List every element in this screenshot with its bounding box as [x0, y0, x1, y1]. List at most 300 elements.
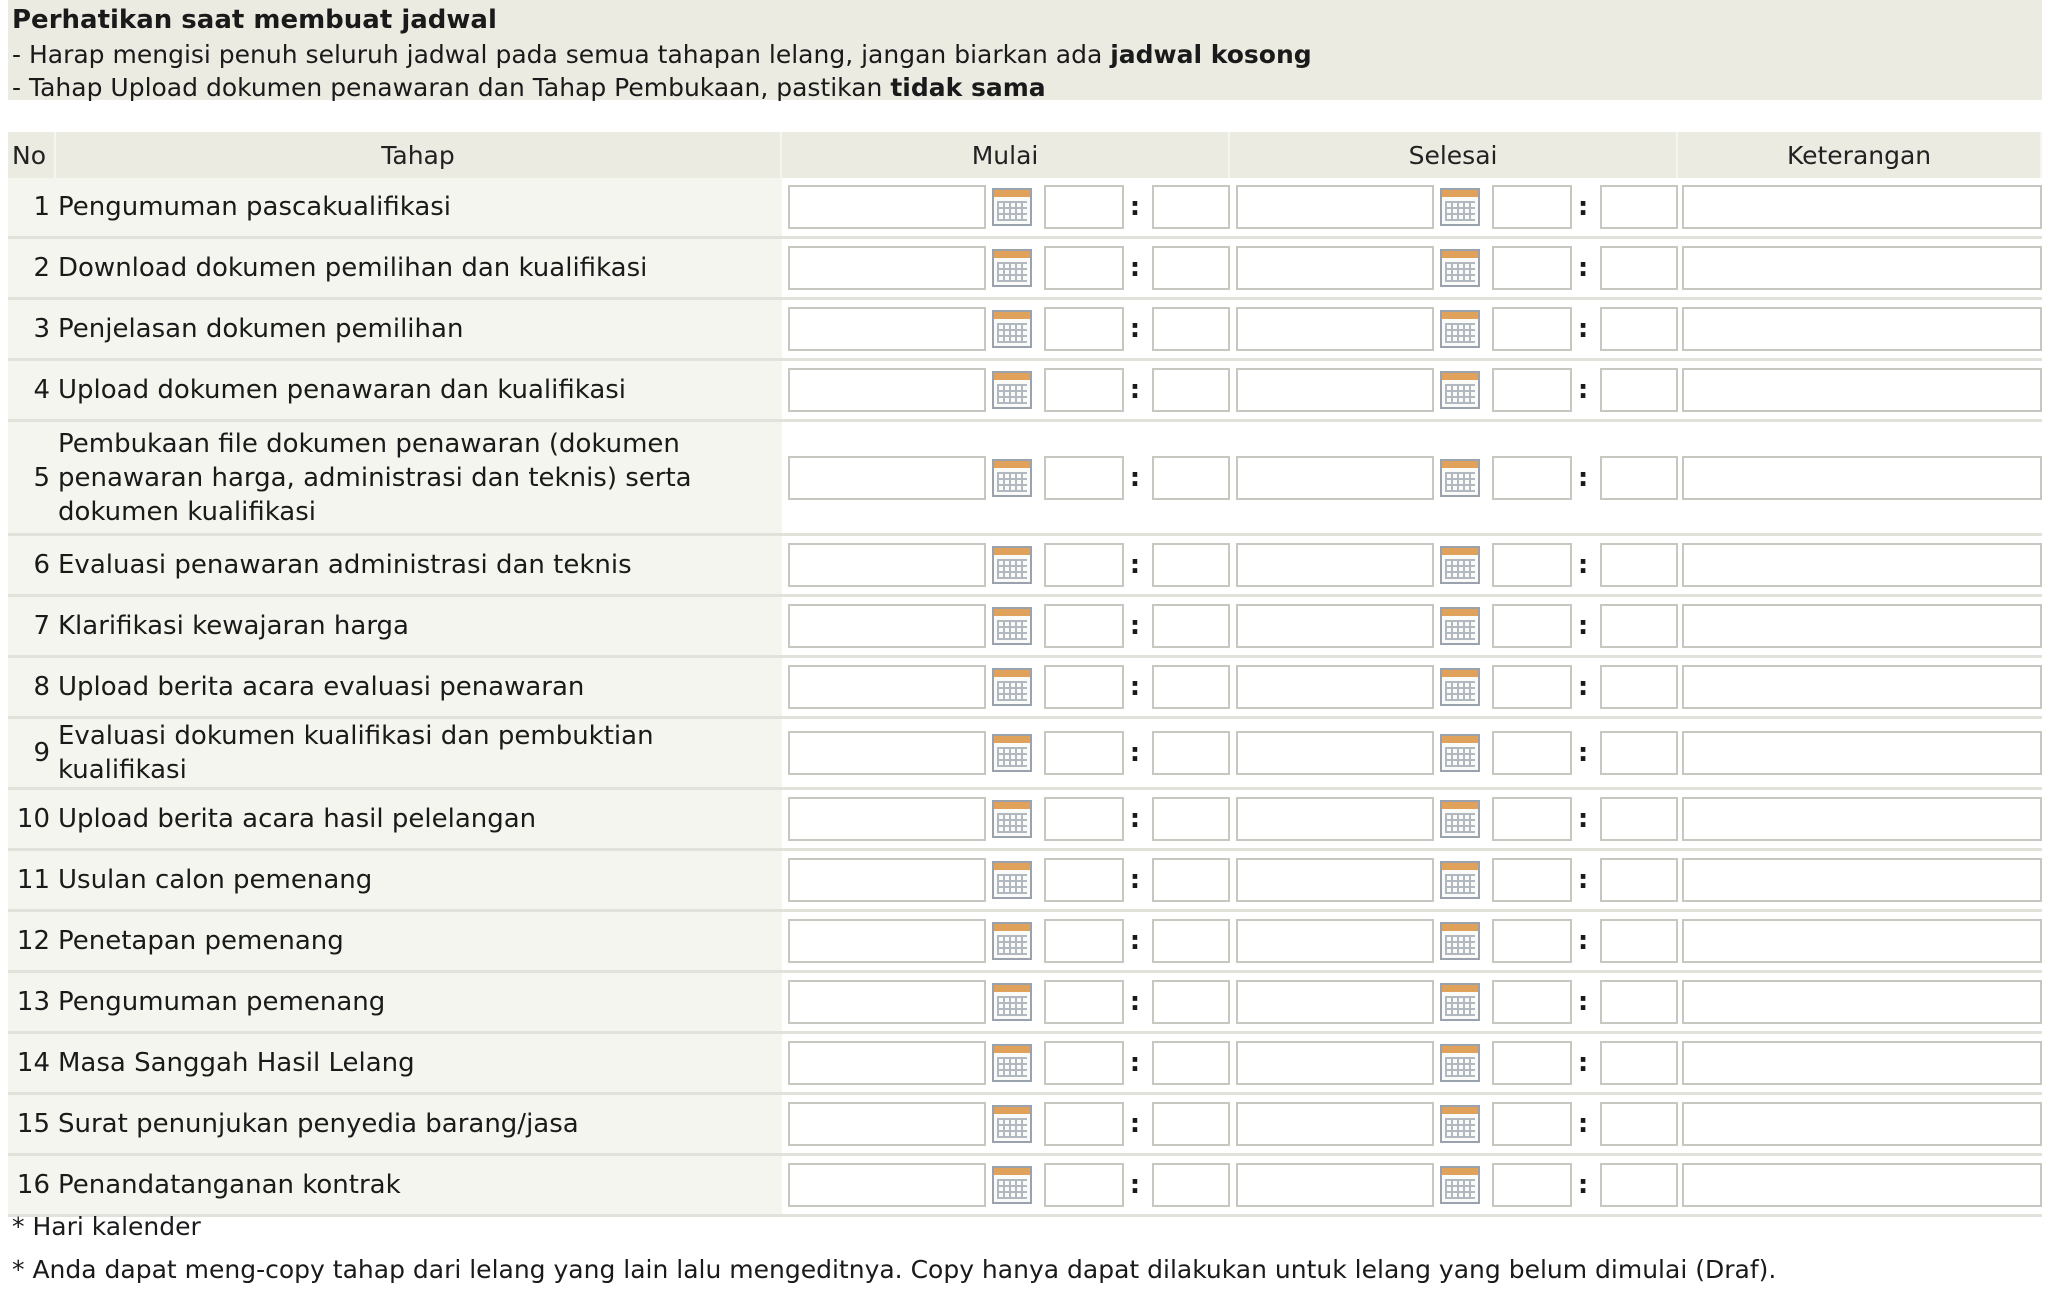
keterangan-input[interactable]	[1682, 731, 2042, 775]
mulai-date-input[interactable]	[788, 919, 986, 963]
calendar-icon[interactable]	[1440, 310, 1480, 348]
selesai-minute-input[interactable]	[1600, 543, 1678, 587]
selesai-date-cell	[1230, 422, 1434, 536]
calendar-icon[interactable]	[1440, 922, 1480, 960]
mulai-hour-input[interactable]	[1044, 1041, 1124, 1085]
selesai-hour-input[interactable]	[1492, 665, 1572, 709]
mulai-minute-input[interactable]	[1152, 1163, 1230, 1207]
selesai-hour-cell	[1486, 1156, 1572, 1217]
mulai-hour-input[interactable]	[1044, 456, 1124, 500]
keterangan-cell	[1678, 719, 2042, 790]
row-tahap: Penjelasan dokumen pemilihan	[56, 300, 782, 361]
calendar-icon[interactable]	[1440, 607, 1480, 645]
selesai-date-input[interactable]	[1236, 1163, 1434, 1207]
selesai-date-input[interactable]	[1236, 604, 1434, 648]
mulai-minute-input[interactable]	[1152, 858, 1230, 902]
mulai-date-cell	[782, 790, 986, 851]
calendar-icon[interactable]	[1440, 861, 1480, 899]
selesai-hour-input[interactable]	[1492, 1163, 1572, 1207]
selesai-calendar-cell	[1434, 422, 1486, 536]
calendar-icon[interactable]	[992, 310, 1032, 348]
selesai-hour-input[interactable]	[1492, 543, 1572, 587]
mulai-date-cell	[782, 912, 986, 973]
table-header-row	[8, 132, 2042, 178]
calendar-icon[interactable]	[992, 1166, 1032, 1204]
selesai-calendar-cell	[1434, 178, 1486, 239]
table-row	[8, 1095, 2042, 1156]
selesai-minute-input[interactable]	[1600, 858, 1678, 902]
selesai-date-cell	[1230, 973, 1434, 1034]
mulai-calendar-cell	[986, 973, 1038, 1034]
row-number: 2	[8, 239, 56, 300]
mulai-hour-cell	[1038, 973, 1124, 1034]
row-tahap: Download dokumen pemilihan dan kualifikasi	[56, 239, 782, 300]
selesai-date-input[interactable]	[1236, 1041, 1434, 1085]
selesai-time-separator: :	[1572, 597, 1594, 658]
selesai-time-separator: :	[1572, 719, 1594, 790]
table-row	[8, 912, 2042, 973]
selesai-hour-cell	[1486, 1095, 1572, 1156]
mulai-hour-cell	[1038, 361, 1124, 422]
selesai-date-input[interactable]	[1236, 665, 1434, 709]
selesai-calendar-cell	[1434, 1034, 1486, 1095]
selesai-date-input[interactable]	[1236, 543, 1434, 587]
row-number: 6	[8, 536, 56, 597]
selesai-hour-cell	[1486, 361, 1572, 422]
mulai-minute-input[interactable]	[1152, 185, 1230, 229]
calendar-icon[interactable]	[1440, 1044, 1480, 1082]
selesai-minute-cell	[1594, 658, 1678, 719]
mulai-date-input[interactable]	[788, 368, 986, 412]
mulai-date-cell	[782, 1095, 986, 1156]
mulai-hour-input[interactable]	[1044, 858, 1124, 902]
mulai-minute-cell	[1146, 790, 1230, 851]
row-number: 5	[8, 422, 56, 536]
table-row	[8, 300, 2042, 361]
selesai-minute-input[interactable]	[1600, 731, 1678, 775]
header-keterangan: Keterangan	[1678, 132, 2042, 178]
selesai-hour-input[interactable]	[1492, 368, 1572, 412]
table-row	[8, 597, 2042, 658]
keterangan-input[interactable]	[1682, 185, 2042, 229]
selesai-minute-input[interactable]	[1600, 980, 1678, 1024]
keterangan-cell	[1678, 1034, 2042, 1095]
mulai-minute-input[interactable]	[1152, 1041, 1230, 1085]
keterangan-input[interactable]	[1682, 797, 2042, 841]
selesai-date-cell	[1230, 300, 1434, 361]
keterangan-input[interactable]	[1682, 368, 2042, 412]
calendar-icon[interactable]	[992, 188, 1032, 226]
selesai-minute-input[interactable]	[1600, 797, 1678, 841]
mulai-minute-cell	[1146, 1156, 1230, 1217]
mulai-date-input[interactable]	[788, 604, 986, 648]
table-row	[8, 239, 2042, 300]
calendar-icon[interactable]	[1440, 668, 1480, 706]
selesai-hour-input[interactable]	[1492, 456, 1572, 500]
mulai-hour-cell	[1038, 912, 1124, 973]
mulai-date-input[interactable]	[788, 246, 986, 290]
calendar-icon[interactable]	[992, 800, 1032, 838]
table-row	[8, 536, 2042, 597]
row-number: 11	[8, 851, 56, 912]
mulai-minute-cell	[1146, 239, 1230, 300]
selesai-hour-input[interactable]	[1492, 731, 1572, 775]
keterangan-input[interactable]	[1682, 858, 2042, 902]
mulai-date-input[interactable]	[788, 185, 986, 229]
calendar-icon[interactable]	[992, 546, 1032, 584]
selesai-hour-cell	[1486, 719, 1572, 790]
schedule-table	[8, 132, 2042, 1217]
mulai-hour-cell	[1038, 658, 1124, 719]
mulai-time-separator: :	[1124, 536, 1146, 597]
selesai-date-input[interactable]	[1236, 1102, 1434, 1146]
selesai-minute-input[interactable]	[1600, 1102, 1678, 1146]
calendar-icon[interactable]	[992, 922, 1032, 960]
mulai-date-input[interactable]	[788, 665, 986, 709]
selesai-calendar-cell	[1434, 239, 1486, 300]
row-tahap: Pembukaan file dokumen penawaran (dokumen penawaran harga, administrasi dan teknis) serta dokumen kualifikasi	[56, 422, 782, 536]
mulai-minute-cell	[1146, 851, 1230, 912]
calendar-icon[interactable]	[1440, 983, 1480, 1021]
mulai-date-input[interactable]	[788, 456, 986, 500]
selesai-calendar-cell	[1434, 300, 1486, 361]
keterangan-input[interactable]	[1682, 1102, 2042, 1146]
calendar-icon[interactable]	[992, 371, 1032, 409]
selesai-calendar-cell	[1434, 658, 1486, 719]
selesai-minute-cell	[1594, 178, 1678, 239]
selesai-hour-input[interactable]	[1492, 604, 1572, 648]
mulai-calendar-cell	[986, 178, 1038, 239]
selesai-date-input[interactable]	[1236, 185, 1434, 229]
mulai-date-cell	[782, 973, 986, 1034]
mulai-hour-input[interactable]	[1044, 368, 1124, 412]
mulai-date-cell	[782, 851, 986, 912]
mulai-time-separator: :	[1124, 1156, 1146, 1217]
mulai-minute-input[interactable]	[1152, 1102, 1230, 1146]
mulai-minute-cell	[1146, 912, 1230, 973]
calendar-icon[interactable]	[1440, 734, 1480, 772]
mulai-date-cell	[782, 536, 986, 597]
selesai-hour-input[interactable]	[1492, 980, 1572, 1024]
keterangan-input[interactable]	[1682, 307, 2042, 351]
selesai-date-cell	[1230, 851, 1434, 912]
mulai-calendar-cell	[986, 658, 1038, 719]
row-tahap: Masa Sanggah Hasil Lelang	[56, 1034, 782, 1095]
mulai-minute-input[interactable]	[1152, 456, 1230, 500]
mulai-time-separator: :	[1124, 973, 1146, 1034]
mulai-date-input[interactable]	[788, 1102, 986, 1146]
table-row	[8, 973, 2042, 1034]
keterangan-input[interactable]	[1682, 246, 2042, 290]
mulai-date-cell	[782, 361, 986, 422]
keterangan-input[interactable]	[1682, 980, 2042, 1024]
row-number: 9	[8, 719, 56, 790]
selesai-minute-cell	[1594, 597, 1678, 658]
row-number: 10	[8, 790, 56, 851]
calendar-icon[interactable]	[992, 607, 1032, 645]
selesai-minute-input[interactable]	[1600, 185, 1678, 229]
row-tahap: Penetapan pemenang	[56, 912, 782, 973]
mulai-hour-input[interactable]	[1044, 543, 1124, 587]
mulai-minute-cell	[1146, 719, 1230, 790]
calendar-icon[interactable]	[1440, 459, 1480, 497]
calendar-icon[interactable]	[992, 1044, 1032, 1082]
row-number: 14	[8, 1034, 56, 1095]
mulai-time-separator: :	[1124, 790, 1146, 851]
mulai-date-input[interactable]	[788, 980, 986, 1024]
selesai-calendar-cell	[1434, 973, 1486, 1034]
mulai-hour-input[interactable]	[1044, 980, 1124, 1024]
calendar-icon[interactable]	[1440, 371, 1480, 409]
table-row	[8, 658, 2042, 719]
selesai-time-separator: :	[1572, 422, 1594, 536]
keterangan-input[interactable]	[1682, 665, 2042, 709]
mulai-time-separator: :	[1124, 1095, 1146, 1156]
mulai-calendar-cell	[986, 597, 1038, 658]
mulai-date-input[interactable]	[788, 1163, 986, 1207]
mulai-minute-input[interactable]	[1152, 307, 1230, 351]
calendar-icon[interactable]	[992, 249, 1032, 287]
selesai-hour-input[interactable]	[1492, 858, 1572, 902]
selesai-hour-input[interactable]	[1492, 1102, 1572, 1146]
keterangan-cell	[1678, 851, 2042, 912]
keterangan-input[interactable]	[1682, 456, 2042, 500]
mulai-hour-input[interactable]	[1044, 604, 1124, 648]
keterangan-input[interactable]	[1682, 604, 2042, 648]
mulai-hour-input[interactable]	[1044, 919, 1124, 963]
mulai-minute-input[interactable]	[1152, 368, 1230, 412]
mulai-minute-cell	[1146, 300, 1230, 361]
mulai-hour-cell	[1038, 300, 1124, 361]
selesai-hour-input[interactable]	[1492, 919, 1572, 963]
selesai-calendar-cell	[1434, 1156, 1486, 1217]
mulai-date-input[interactable]	[788, 543, 986, 587]
selesai-date-input[interactable]	[1236, 456, 1434, 500]
keterangan-cell	[1678, 973, 2042, 1034]
table-row	[8, 361, 2042, 422]
selesai-hour-cell	[1486, 178, 1572, 239]
selesai-date-input[interactable]	[1236, 797, 1434, 841]
row-tahap: Upload berita acara evaluasi penawaran	[56, 658, 782, 719]
mulai-hour-input[interactable]	[1044, 1163, 1124, 1207]
mulai-date-cell	[782, 1156, 986, 1217]
mulai-calendar-cell	[986, 719, 1038, 790]
mulai-calendar-cell	[986, 422, 1038, 536]
header-tahap: Tahap	[56, 132, 782, 178]
selesai-hour-input[interactable]	[1492, 307, 1572, 351]
mulai-hour-cell	[1038, 851, 1124, 912]
mulai-hour-input[interactable]	[1044, 307, 1124, 351]
selesai-date-input[interactable]	[1236, 858, 1434, 902]
mulai-hour-cell	[1038, 239, 1124, 300]
selesai-calendar-cell	[1434, 597, 1486, 658]
mulai-calendar-cell	[986, 239, 1038, 300]
mulai-calendar-cell	[986, 1095, 1038, 1156]
selesai-minute-input[interactable]	[1600, 919, 1678, 963]
selesai-minute-cell	[1594, 790, 1678, 851]
keterangan-input[interactable]	[1682, 919, 2042, 963]
mulai-time-separator: :	[1124, 851, 1146, 912]
selesai-calendar-cell	[1434, 361, 1486, 422]
selesai-date-input[interactable]	[1236, 368, 1434, 412]
mulai-calendar-cell	[986, 912, 1038, 973]
header-no: No	[8, 132, 56, 178]
header-selesai: Selesai	[1230, 132, 1678, 178]
mulai-time-separator: :	[1124, 719, 1146, 790]
mulai-time-separator: :	[1124, 658, 1146, 719]
mulai-minute-input[interactable]	[1152, 543, 1230, 587]
footer-note-calendar: * Hari kalender	[12, 1212, 201, 1241]
selesai-time-separator: :	[1572, 239, 1594, 300]
selesai-minute-input[interactable]	[1600, 1041, 1678, 1085]
selesai-hour-cell	[1486, 536, 1572, 597]
row-number: 4	[8, 361, 56, 422]
calendar-icon[interactable]	[1440, 800, 1480, 838]
keterangan-cell	[1678, 1095, 2042, 1156]
selesai-time-separator: :	[1572, 536, 1594, 597]
notice-line-1	[12, 38, 2038, 71]
selesai-date-input[interactable]	[1236, 307, 1434, 351]
selesai-minute-cell	[1594, 1034, 1678, 1095]
calendar-icon[interactable]	[992, 459, 1032, 497]
selesai-time-separator: :	[1572, 1095, 1594, 1156]
keterangan-cell	[1678, 300, 2042, 361]
keterangan-cell	[1678, 361, 2042, 422]
mulai-date-input[interactable]	[788, 731, 986, 775]
mulai-time-separator: :	[1124, 912, 1146, 973]
mulai-minute-input[interactable]	[1152, 731, 1230, 775]
selesai-date-input[interactable]	[1236, 246, 1434, 290]
mulai-date-input[interactable]	[788, 307, 986, 351]
selesai-hour-cell	[1486, 790, 1572, 851]
table-row	[8, 422, 2042, 536]
selesai-date-input[interactable]	[1236, 980, 1434, 1024]
selesai-hour-cell	[1486, 422, 1572, 536]
mulai-minute-input[interactable]	[1152, 604, 1230, 648]
table-row	[8, 790, 2042, 851]
row-number: 7	[8, 597, 56, 658]
mulai-minute-input[interactable]	[1152, 980, 1230, 1024]
row-number: 12	[8, 912, 56, 973]
mulai-hour-input[interactable]	[1044, 797, 1124, 841]
mulai-date-input[interactable]	[788, 797, 986, 841]
row-number: 1	[8, 178, 56, 239]
selesai-minute-input[interactable]	[1600, 604, 1678, 648]
selesai-minute-cell	[1594, 239, 1678, 300]
selesai-minute-input[interactable]	[1600, 1163, 1678, 1207]
selesai-minute-cell	[1594, 973, 1678, 1034]
keterangan-input[interactable]	[1682, 1163, 2042, 1207]
selesai-hour-input[interactable]	[1492, 185, 1572, 229]
mulai-time-separator: :	[1124, 422, 1146, 536]
mulai-hour-input[interactable]	[1044, 246, 1124, 290]
selesai-minute-cell	[1594, 719, 1678, 790]
mulai-minute-input[interactable]	[1152, 665, 1230, 709]
keterangan-cell	[1678, 597, 2042, 658]
mulai-time-separator: :	[1124, 1034, 1146, 1095]
selesai-minute-cell	[1594, 1156, 1678, 1217]
mulai-calendar-cell	[986, 1156, 1038, 1217]
keterangan-input[interactable]	[1682, 543, 2042, 587]
calendar-icon[interactable]	[992, 668, 1032, 706]
selesai-date-input[interactable]	[1236, 731, 1434, 775]
selesai-hour-cell	[1486, 851, 1572, 912]
selesai-minute-cell	[1594, 1095, 1678, 1156]
selesai-minute-input[interactable]	[1600, 246, 1678, 290]
calendar-icon[interactable]	[1440, 1166, 1480, 1204]
calendar-icon[interactable]	[1440, 249, 1480, 287]
selesai-hour-cell	[1486, 597, 1572, 658]
selesai-hour-input[interactable]	[1492, 1041, 1572, 1085]
selesai-minute-input[interactable]	[1600, 368, 1678, 412]
calendar-icon[interactable]	[992, 734, 1032, 772]
mulai-hour-input[interactable]	[1044, 665, 1124, 709]
row-tahap: Penandatanganan kontrak	[56, 1156, 782, 1217]
selesai-minute-input[interactable]	[1600, 307, 1678, 351]
mulai-calendar-cell	[986, 361, 1038, 422]
mulai-time-separator: :	[1124, 239, 1146, 300]
selesai-calendar-cell	[1434, 912, 1486, 973]
selesai-hour-input[interactable]	[1492, 797, 1572, 841]
mulai-time-separator: :	[1124, 300, 1146, 361]
selesai-time-separator: :	[1572, 790, 1594, 851]
calendar-icon[interactable]	[1440, 1105, 1480, 1143]
row-number: 8	[8, 658, 56, 719]
calendar-icon[interactable]	[1440, 188, 1480, 226]
selesai-time-separator: :	[1572, 851, 1594, 912]
mulai-hour-input[interactable]	[1044, 731, 1124, 775]
table-row	[8, 1034, 2042, 1095]
selesai-hour-cell	[1486, 239, 1572, 300]
mulai-hour-input[interactable]	[1044, 1102, 1124, 1146]
mulai-minute-input[interactable]	[1152, 246, 1230, 290]
selesai-date-cell	[1230, 912, 1434, 973]
row-tahap: Pengumuman pascakualifikasi	[56, 178, 782, 239]
selesai-time-separator: :	[1572, 361, 1594, 422]
calendar-icon[interactable]	[1440, 546, 1480, 584]
row-tahap: Upload dokumen penawaran dan kualifikasi	[56, 361, 782, 422]
notice-panel	[8, 0, 2042, 100]
keterangan-input[interactable]	[1682, 1041, 2042, 1085]
mulai-date-input[interactable]	[788, 1041, 986, 1085]
row-number: 13	[8, 973, 56, 1034]
keterangan-cell	[1678, 422, 2042, 536]
mulai-minute-input[interactable]	[1152, 919, 1230, 963]
mulai-date-cell	[782, 178, 986, 239]
mulai-hour-input[interactable]	[1044, 185, 1124, 229]
mulai-date-input[interactable]	[788, 858, 986, 902]
mulai-minute-input[interactable]	[1152, 797, 1230, 841]
calendar-icon[interactable]	[992, 1105, 1032, 1143]
mulai-time-separator: :	[1124, 361, 1146, 422]
selesai-minute-input[interactable]	[1600, 665, 1678, 709]
calendar-icon[interactable]	[992, 861, 1032, 899]
table-row	[8, 1156, 2042, 1217]
mulai-minute-cell	[1146, 536, 1230, 597]
selesai-date-input[interactable]	[1236, 919, 1434, 963]
selesai-minute-input[interactable]	[1600, 456, 1678, 500]
row-tahap: Pengumuman pemenang	[56, 973, 782, 1034]
header-mulai: Mulai	[782, 132, 1230, 178]
table-row	[8, 178, 2042, 239]
selesai-calendar-cell	[1434, 536, 1486, 597]
selesai-hour-input[interactable]	[1492, 246, 1572, 290]
mulai-minute-cell	[1146, 361, 1230, 422]
selesai-date-cell	[1230, 1156, 1434, 1217]
selesai-date-cell	[1230, 719, 1434, 790]
selesai-date-cell	[1230, 1034, 1434, 1095]
calendar-icon[interactable]	[992, 983, 1032, 1021]
